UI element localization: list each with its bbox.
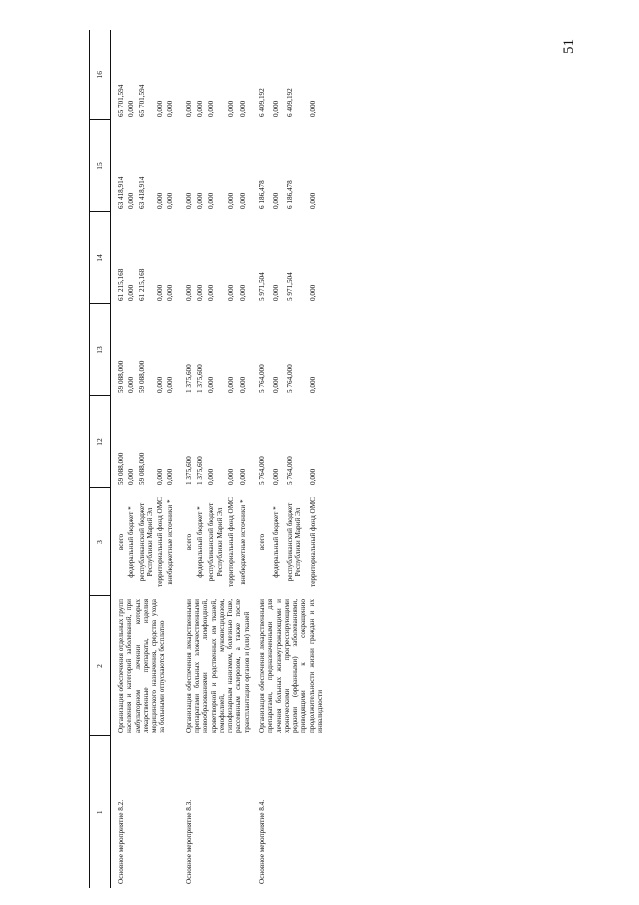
funding-source: республиканский бюджет Республики Марий Эл [207,502,224,582]
value-cell: 0,000 [156,192,165,209]
value-cell: 0,000 [166,468,175,485]
value-cell: 5 971,504 [285,272,294,301]
funding-source: федеральный бюджет * [196,506,205,578]
column-header: 12 [90,396,111,488]
value-cell: 0,000 [207,468,216,485]
value-cell: 5 764,000 [285,364,294,393]
value-cell: 0,000 [207,376,216,393]
table-row [179,30,196,888]
value-cell: 0,000 [207,192,216,209]
value-cell: 59 088,000 [117,452,125,485]
activity-description: Организация обеспечения лекарственными препаратами, предназначенными для лечения больных жизнеугрожающими и хроническими прогрессирующими редкими (орфанными) заболеваниями, приводящими к сокращению продолжительности жизни граждан и их инвалидности [257,599,324,733]
value-cell: 0,000 [309,376,318,393]
value-cell: 5 971,504 [257,272,266,301]
value-cell: 59 088,000 [117,360,125,393]
funding-source: территориальный фонд ОМС [156,497,165,587]
funding-source: внебюджетные источники * [166,499,175,585]
value-cell: 0,000 [309,192,318,209]
header-row [90,30,111,888]
column-header: 14 [90,212,111,304]
value-cell: 63 418,914 [137,176,146,209]
value-cell: 0,000 [272,192,281,209]
value-cell: 0,000 [238,468,247,485]
funding-source: всего [184,533,193,551]
value-cell: 5 764,000 [257,364,266,393]
funding-source: республиканский бюджет Республики Марий Эл [137,502,154,582]
value-cell: 6 409,192 [257,88,266,117]
value-cell: 65 701,594 [137,84,146,117]
value-cell: 0,000 [127,100,136,117]
value-cell: 0,000 [127,284,136,301]
value-cell: 0,000 [272,100,281,117]
value-cell: 0,000 [166,192,175,209]
value-cell: 63 418,914 [117,176,125,209]
value-cell: 5 764,000 [257,456,266,485]
funding-source: всего [257,533,266,551]
value-cell: 0,000 [156,468,165,485]
value-cell: 0,000 [156,284,165,301]
table-row [252,30,271,888]
value-cell: 0,000 [207,100,216,117]
value-cell: 0,000 [207,284,216,301]
value-cell: 1 375,600 [184,364,193,393]
budget-table [89,30,325,888]
column-header: 3 [90,488,111,596]
activity-label: Основное мероприятие 8.3. [184,799,193,884]
value-cell: 1 375,600 [196,456,205,485]
value-cell: 0,000 [196,192,205,209]
funding-source: внебюджетные источники * [238,499,247,585]
column-header: 16 [90,30,111,120]
value-cell: 1 375,600 [184,456,193,485]
value-cell: 1 375,600 [196,364,205,393]
activity-label: Основное мероприятие 8.4. [257,799,266,884]
value-cell: 5 764,000 [285,456,294,485]
value-cell: 61 215,168 [117,268,125,301]
funding-source: территориальный фонд ОМС [309,497,318,587]
value-cell: 6 186,478 [285,180,294,209]
funding-source: республиканский бюджет Республики Марий Эл [285,502,302,582]
column-header: 1 [90,736,111,888]
value-cell: 0,000 [184,100,193,117]
value-cell: 0,000 [238,192,247,209]
funding-source: федеральный бюджет * [272,506,281,578]
funding-source: территориальный фонд ОМС [227,497,236,587]
value-cell: 0,000 [196,100,205,117]
value-cell: 0,000 [184,284,193,301]
value-cell: 0,000 [272,468,281,485]
value-cell: 65 701,594 [117,84,125,117]
activity-description: Организация обеспечения отдельных групп населения и категорий заболеваний, при амбулаторном лечении которых лекарственные препараты, изделия медицинского назначения, средства ухода за больными отпускаются бесплатно [117,599,167,733]
value-cell: 0,000 [272,376,281,393]
value-cell: 0,000 [127,376,136,393]
value-cell: 0,000 [309,284,318,301]
value-cell: 0,000 [238,100,247,117]
value-cell: 0,000 [238,376,247,393]
value-cell: 0,000 [227,192,236,209]
value-cell: 0,000 [166,284,175,301]
funding-source: федеральный бюджет * [127,506,136,578]
activity-description: Организация обеспечения лекарственными препаратами больных злокачественными новообразованиями лимфоидной, кроветворной и родственных им тканей, гемофилией, муковисцидозом, гипофизарным нанизмом, болезнью Гоше, рассеянным склерозом, а также после трансплантации органов и (или) тканей [184,599,251,733]
value-cell: 0,000 [166,376,175,393]
value-cell: 0,000 [227,100,236,117]
table-body [111,30,326,888]
column-header: 2 [90,596,111,736]
value-cell: 6 409,192 [285,88,294,117]
value-cell: 0,000 [238,284,247,301]
funding-source: всего [117,533,125,551]
value-cell: 61 215,168 [137,268,146,301]
table-row [111,30,127,888]
value-cell: 0,000 [272,284,281,301]
value-cell: 0,000 [196,284,205,301]
activity-label: Основное мероприятие 8.2. [117,799,125,884]
value-cell: 6 186,478 [257,180,266,209]
value-cell: 0,000 [156,100,165,117]
page-number: 51 [561,39,577,54]
value-cell: 0,000 [184,192,193,209]
value-cell: 0,000 [127,468,136,485]
column-header: 15 [90,120,111,212]
rotated-table-container [89,30,617,888]
value-cell: 0,000 [156,376,165,393]
value-cell: 59 088,000 [137,360,146,393]
value-cell: 0,000 [227,376,236,393]
value-cell: 0,000 [127,192,136,209]
value-cell: 0,000 [227,284,236,301]
value-cell: 0,000 [309,100,318,117]
value-cell: 0,000 [227,468,236,485]
value-cell: 59 088,000 [137,452,146,485]
value-cell: 0,000 [166,100,175,117]
value-cell: 0,000 [309,468,318,485]
column-header: 13 [90,304,111,396]
